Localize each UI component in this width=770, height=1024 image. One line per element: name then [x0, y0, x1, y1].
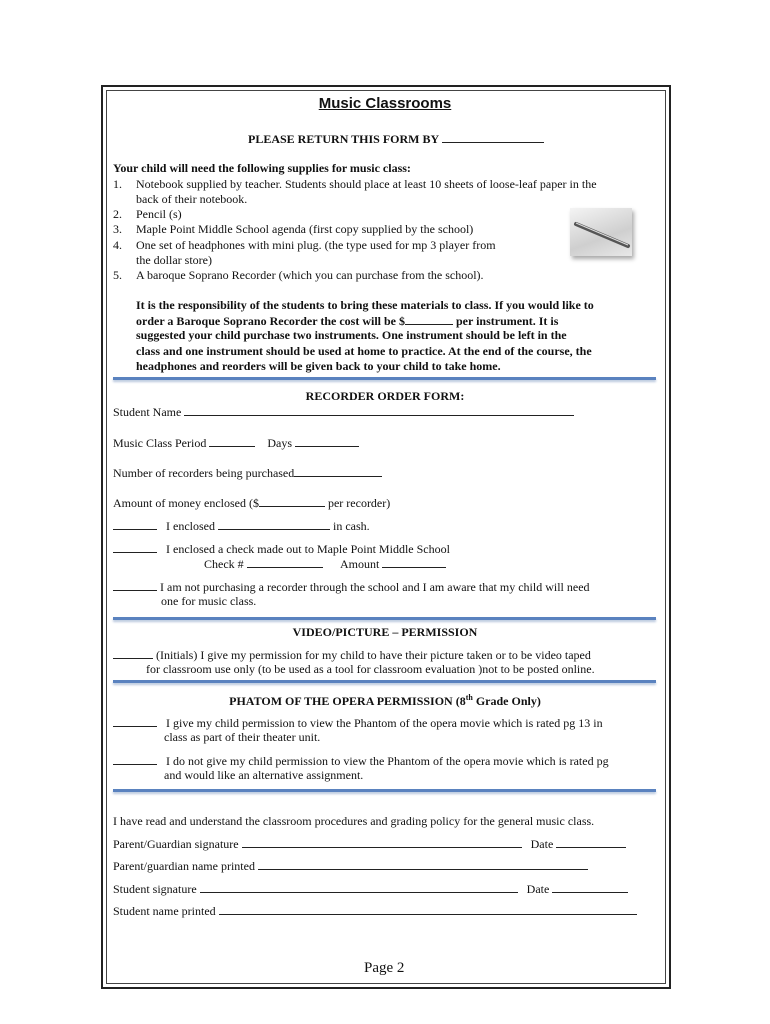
- music-period-field[interactable]: [209, 435, 255, 447]
- recorder-form-heading: RECORDER ORDER FORM:: [305, 389, 465, 403]
- phantom-not-give-field[interactable]: [113, 753, 157, 765]
- music-period-label: Music Class Period: [113, 436, 207, 450]
- supply-item-text: Maple Point Middle School agenda (first copy supplied by the school): [136, 222, 474, 236]
- not-purchasing-text: one for music class.: [161, 594, 257, 608]
- cash-label: in cash.: [332, 519, 370, 533]
- cost-field[interactable]: [405, 313, 453, 325]
- check-number-line: [204, 556, 446, 572]
- check-amount-label: Amount: [340, 557, 380, 571]
- parent-date-field[interactable]: [556, 836, 626, 848]
- check-option-field[interactable]: [113, 541, 157, 553]
- check-amount-field[interactable]: [382, 556, 446, 568]
- page-number: Page 2: [364, 960, 405, 976]
- student-date-field[interactable]: [552, 881, 628, 893]
- return-form-line: [248, 131, 544, 147]
- phantom-permission-heading: [0, 693, 770, 709]
- agreement-statement: I have read and understand the classroom procedures and grading policy for the general music class.: [113, 814, 595, 828]
- supply-item-num: 2.: [113, 207, 122, 221]
- check-number-field[interactable]: [247, 556, 323, 568]
- student-name-label: Student Name: [113, 405, 182, 419]
- supply-item-num: 3.: [113, 222, 122, 236]
- parent-name-label: Parent/guardian name printed: [113, 859, 255, 873]
- check-label: I enclosed a check made out to Maple Point Middle School: [166, 542, 450, 556]
- section-divider: [113, 680, 656, 683]
- phantom-heading-sup: th: [465, 693, 473, 702]
- parent-name-field[interactable]: [258, 858, 588, 870]
- responsibility-text: class and one instrument should be used at home to practice. At the end of the course, the: [136, 344, 592, 358]
- amount-per-recorder-field[interactable]: [259, 495, 325, 507]
- amount-enclosed-label: Amount of money enclosed ($: [113, 496, 259, 510]
- supply-item-num: 5.: [113, 268, 122, 282]
- phantom-not-give-line: [113, 753, 609, 769]
- cash-label: I enclosed: [166, 519, 215, 533]
- amount-enclosed-line: [113, 495, 390, 511]
- student-name-line: [113, 404, 574, 420]
- supply-item-text: One set of headphones with mini plug. (the type used for mp 3 player from: [136, 238, 496, 252]
- responsibility-text: per instrument. It is: [452, 314, 559, 328]
- phantom-give-text: I give my child permission to view the Phantom of the opera movie which is rated pg 13 in: [166, 716, 603, 730]
- check-number-label: Check #: [204, 557, 244, 571]
- not-purchasing-field[interactable]: [113, 579, 157, 591]
- video-permission-heading: VIDEO/PICTURE – PERMISSION: [292, 625, 478, 639]
- supply-item-num: 4.: [113, 238, 122, 252]
- supply-item-text: back of their notebook.: [136, 192, 248, 206]
- not-purchasing-line: [113, 579, 590, 595]
- student-signature-line: [113, 881, 628, 897]
- student-date-label: Date: [526, 882, 550, 896]
- supply-item-text: Pencil (s): [136, 207, 182, 221]
- video-permission-line: [113, 647, 591, 663]
- num-recorders-line: [113, 465, 382, 481]
- student-name-printed-line: [113, 903, 637, 919]
- music-period-line: [113, 435, 359, 451]
- video-permission-text: for classroom use only (to be used as a tool for classroom evaluation )not to be posted online.: [146, 662, 595, 676]
- cash-line: [113, 518, 370, 534]
- days-field[interactable]: [295, 435, 359, 447]
- supplies-intro: Your child will need the following supplies for music class:: [113, 161, 411, 175]
- parent-name-line: [113, 858, 588, 874]
- student-name-printed-label: Student name printed: [113, 904, 216, 918]
- responsibility-text: headphones and reorders will be given back to your child to take home.: [136, 359, 501, 373]
- responsibility-text: It is the responsibility of the students to bring these materials to class. If you would like to: [136, 298, 594, 312]
- parent-signature-label: Parent/Guardian signature: [113, 837, 239, 851]
- responsibility-text: suggested your child purchase two instruments. One instrument should be left in the: [136, 328, 567, 342]
- student-signature-label: Student signature: [113, 882, 197, 896]
- student-name-field[interactable]: [184, 404, 574, 416]
- recorder-photo: [570, 208, 632, 256]
- parent-signature-line: [113, 836, 626, 852]
- cash-amount-field[interactable]: [218, 518, 330, 530]
- days-label: Days: [267, 436, 293, 450]
- return-date-field[interactable]: [442, 131, 544, 143]
- supply-item-text: the dollar store): [136, 253, 212, 267]
- responsibility-text: order a Baroque Soprano Recorder the cost will be $: [136, 314, 405, 328]
- video-permission-text: (Initials) I give my permission for my child to have their picture taken or to be video taped: [156, 648, 591, 662]
- supply-item-num: 1.: [113, 177, 122, 191]
- not-purchasing-text: I am not purchasing a recorder through the school and I am aware that my child will need: [160, 580, 590, 594]
- video-initials-field[interactable]: [113, 647, 153, 659]
- phantom-not-give-text: I do not give my child permission to view the Phantom of the opera movie which is rated pg: [166, 754, 609, 768]
- num-recorders-label: Number of recorders being purchased: [113, 466, 295, 480]
- section-divider: [113, 377, 656, 380]
- responsibility-cost-line: [136, 313, 558, 329]
- phantom-heading-text: Grade Only): [472, 694, 541, 708]
- amount-enclosed-label: per recorder): [324, 496, 391, 510]
- page-title: Music Classrooms: [318, 95, 452, 112]
- return-label: PLEASE RETURN THIS FORM BY: [248, 132, 439, 146]
- parent-date-label: Date: [530, 837, 554, 851]
- section-divider: [113, 789, 656, 792]
- phantom-give-text: class as part of their theater unit.: [164, 730, 321, 744]
- check-line: [113, 541, 450, 557]
- phantom-give-field[interactable]: [113, 715, 157, 727]
- section-divider: [113, 617, 656, 620]
- phantom-not-give-text: and would like an alternative assignment.: [164, 768, 364, 782]
- phantom-heading-text: PHATOM OF THE OPERA PERMISSION (8: [229, 694, 466, 708]
- supply-item-text: Notebook supplied by teacher. Students should place at least 10 sheets of loose-leaf paper in the: [136, 177, 597, 191]
- num-recorders-field[interactable]: [294, 465, 382, 477]
- parent-signature-field[interactable]: [242, 836, 522, 848]
- cash-check-field[interactable]: [113, 518, 157, 530]
- student-signature-field[interactable]: [200, 881, 518, 893]
- student-name-printed-field[interactable]: [219, 903, 637, 915]
- supply-item-text: A baroque Soprano Recorder (which you can purchase from the school).: [136, 268, 484, 282]
- phantom-give-line: [113, 715, 603, 731]
